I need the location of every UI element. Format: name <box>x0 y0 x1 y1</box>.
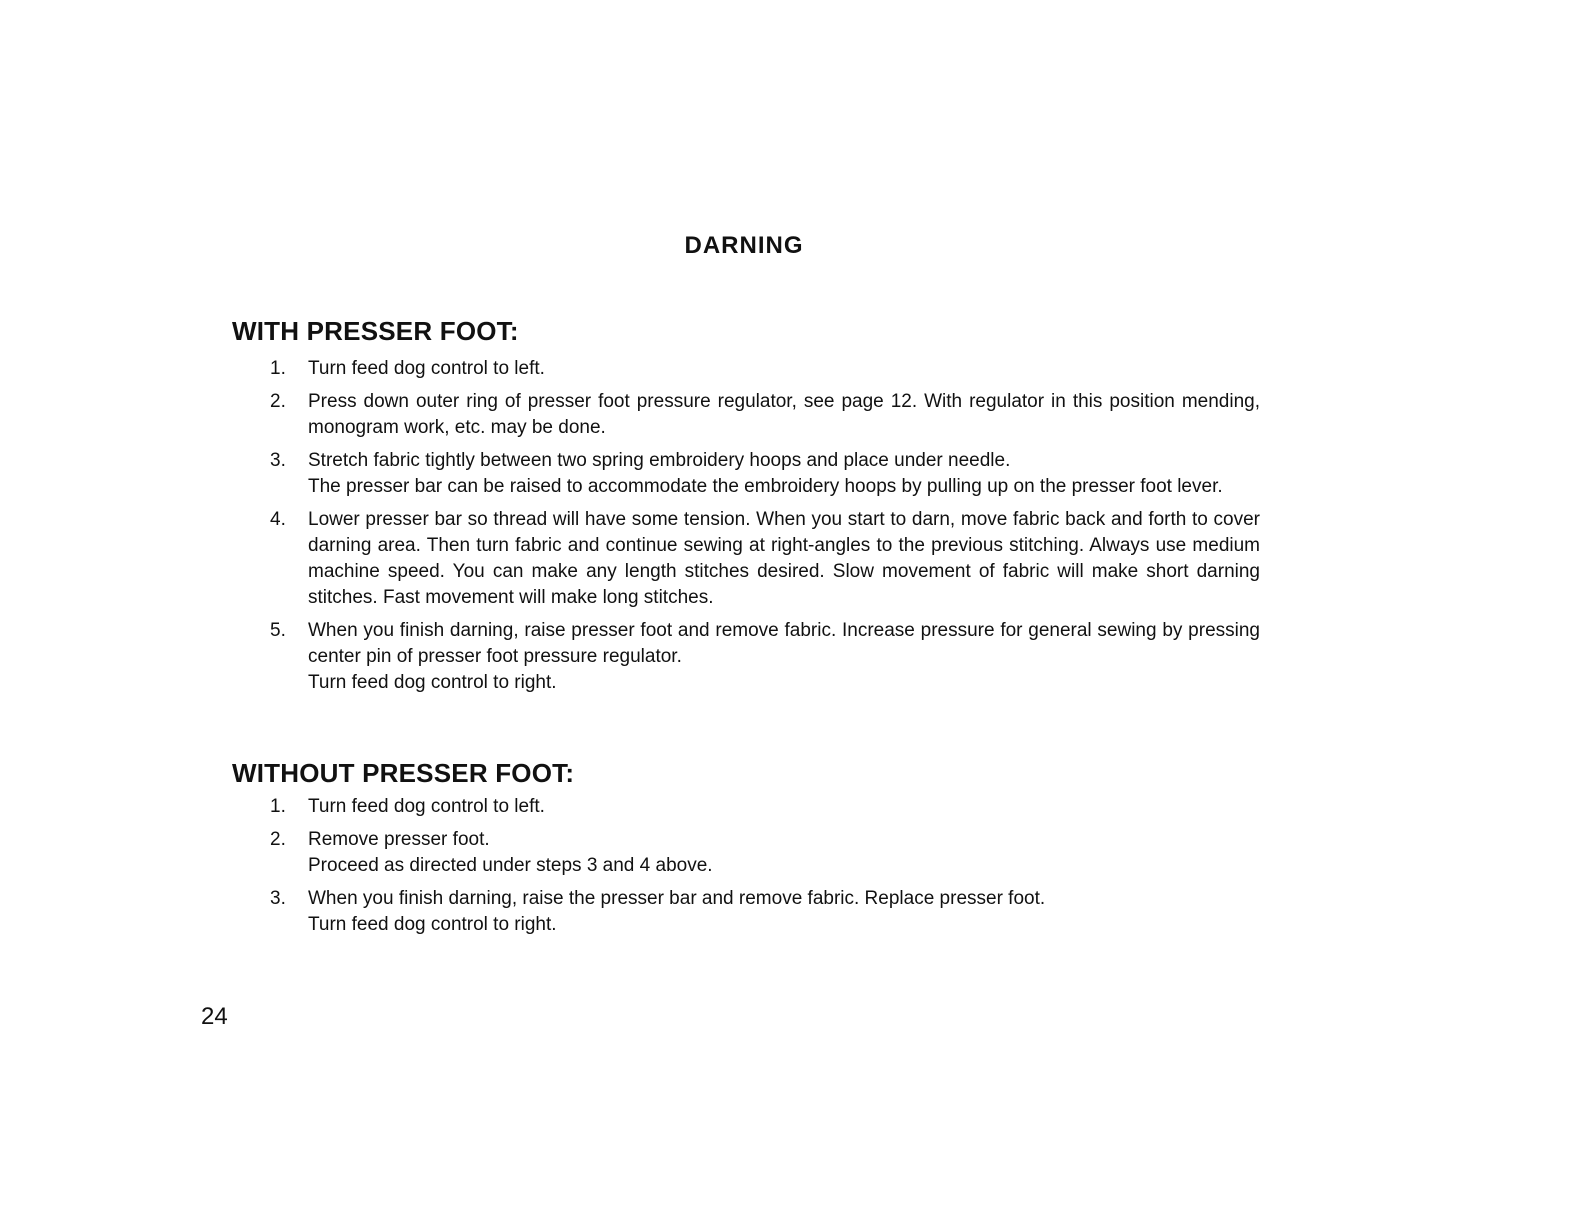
step-text-line: The presser bar can be raised to accommodate the embroidery hoops by pulling up on the presser foot lever. <box>308 476 1223 497</box>
step-text-line: When you finish darning, raise presser foot and remove fabric. Increase pressure for general sewing by pressing center pin of presser foot pressure regulator. <box>308 620 1260 667</box>
page-number: 24 <box>201 1003 228 1030</box>
list-item <box>270 794 1260 820</box>
section-heading-with-presser-foot: WITH PRESSER FOOT: <box>232 316 519 346</box>
steps-list-without-presser-foot <box>270 794 1260 945</box>
list-item <box>270 448 1260 500</box>
step-text-line: Turn feed dog control to left. <box>308 796 545 817</box>
step-number: 5. <box>270 620 286 641</box>
step-text <box>308 507 1260 611</box>
step-text-line: Turn feed dog control to left. <box>308 358 545 379</box>
step-number: 3. <box>270 888 286 909</box>
step-number: 2. <box>270 391 286 412</box>
step-text <box>308 886 1260 938</box>
list-item <box>270 886 1260 938</box>
list-item <box>270 827 1260 879</box>
list-item <box>270 389 1260 441</box>
step-text <box>308 618 1260 696</box>
section-heading-without-presser-foot: WITHOUT PRESSER FOOT: <box>232 758 575 788</box>
step-text <box>308 448 1260 500</box>
step-text-line: Proceed as directed under steps 3 and 4 above. <box>308 855 713 876</box>
step-text-line: Stretch fabric tightly between two spring embroidery hoops and place under needle. <box>308 450 1011 471</box>
step-text-line: Remove presser foot. <box>308 829 490 850</box>
step-number: 2. <box>270 829 286 850</box>
steps-list-with-presser-foot <box>270 356 1260 703</box>
list-item <box>270 356 1260 382</box>
step-number: 1. <box>270 358 286 379</box>
step-text <box>308 827 1260 879</box>
step-number: 1. <box>270 796 286 817</box>
step-number: 3. <box>270 450 286 471</box>
step-text <box>308 794 1260 820</box>
step-text <box>308 389 1260 441</box>
step-text-line: Lower presser bar so thread will have some tension. When you start to darn, move fabric back and forth to cover darning area. Then turn fabric and continue sewing at right-angles to the previous stitching. Always use medium machine speed. You can make any length stitches desired. Slow movement of fabric will make short darning stitches. Fast movement will make long stitches. <box>308 509 1260 608</box>
step-number: 4. <box>270 509 286 530</box>
list-item <box>270 618 1260 696</box>
step-text-line: Turn feed dog control to right. <box>308 914 557 935</box>
page-title: DARNING <box>684 232 804 259</box>
step-text-line: Turn feed dog control to right. <box>308 672 557 693</box>
step-text-line: Press down outer ring of presser foot pressure regulator, see page 12. With regulator in this position mending, monogram work, etc. may be done. <box>308 391 1260 438</box>
step-text <box>308 356 1260 382</box>
list-item <box>270 507 1260 611</box>
step-text-line: When you finish darning, raise the presser bar and remove fabric. Replace presser foot. <box>308 888 1046 909</box>
